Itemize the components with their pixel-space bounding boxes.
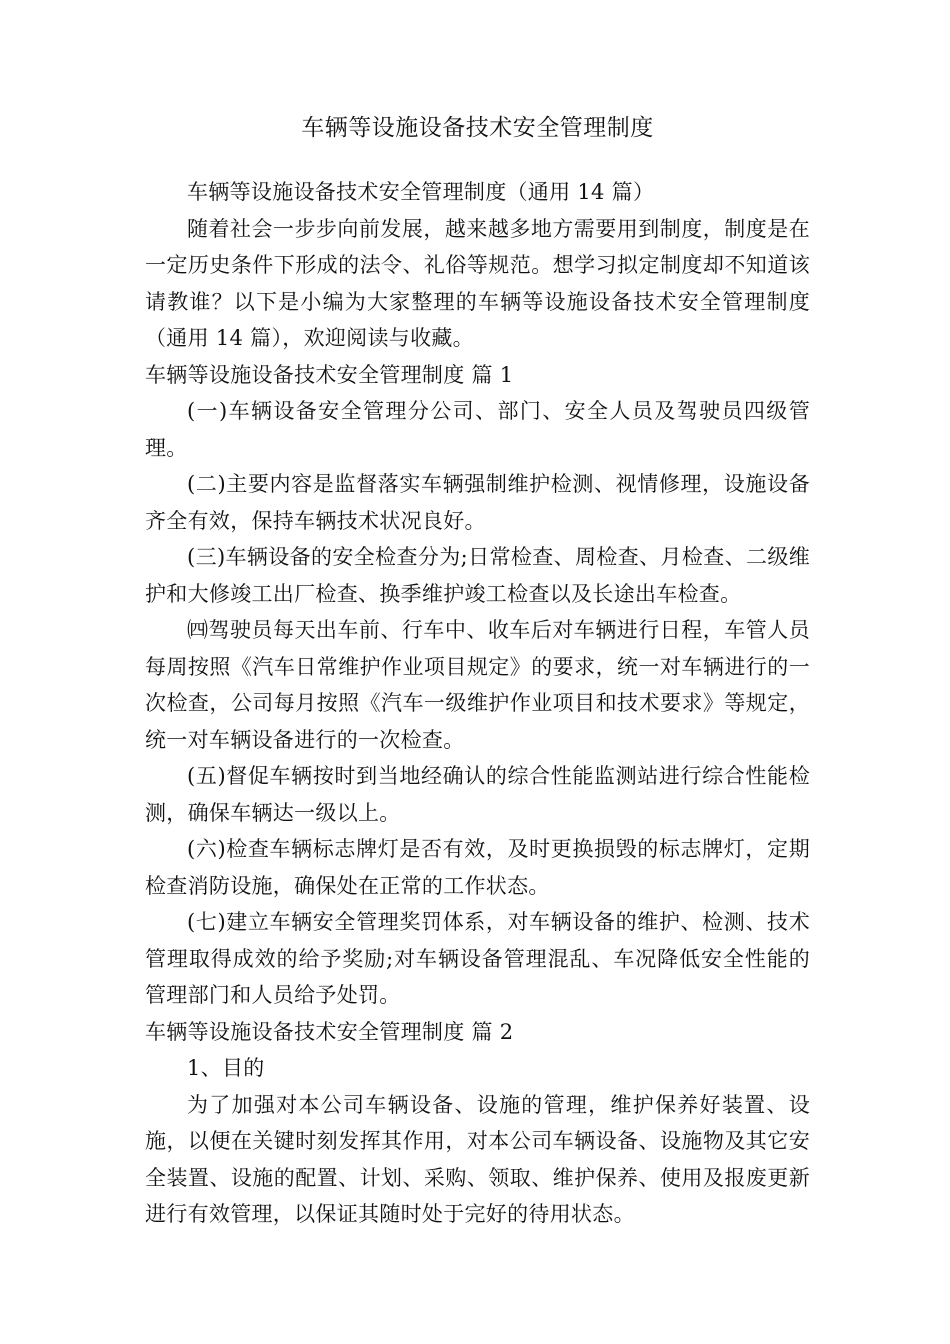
section1-paragraph: (三)车辆设备的安全检查分为;日常检查、周检查、月检查、二级维护和大修竣工出厂检查、换季维护竣工检查以及长途出车检查。 [145, 545, 810, 606]
section1-paragraph: (五)督促车辆按时到当地经确认的综合性能监测站进行综合性能检测，确保车辆达一级以上。 [145, 764, 810, 825]
section-heading-2: 车辆等设施设备技术安全管理制度 篇 2 [145, 1019, 514, 1044]
section1-paragraph: (七)建立车辆安全管理奖罚体系，对车辆设备的维护、检测、技术管理取得成效的给予奖励;对车辆设备管理混乱、车况降低安全性能的管理部门和人员给予处罚。 [145, 910, 810, 1007]
section1-paragraph: (二)主要内容是监督落实车辆强制维护检测、视情修理，设施设备齐全有效，保持车辆技术状况良好。 [145, 472, 810, 533]
section1-paragraph: (一)车辆设备安全管理分公司、部门、安全人员及驾驶员四级管理。 [145, 399, 810, 460]
section1-paragraph: (六)检查车辆标志牌灯是否有效，及时更换损毁的标志牌灯，定期检查消防设施，确保处在正常的工作状态。 [145, 837, 810, 898]
section-heading-1: 车辆等设施设备技术安全管理制度 篇 1 [145, 362, 514, 387]
document-title: 车辆等设施设备技术安全管理制度 [301, 115, 654, 141]
section1-paragraph: ㈣驾驶员每天出车前、行车中、收车后对车辆进行日程，车管人员每周按照《汽车日常维护作业项目规定》的要求，统一对车辆进行的一次检查，公司每月按照《汽车一级维护作业项目和技术要求》等规定，统一对车辆设备进行的一次检查。 [145, 618, 810, 752]
document-subtitle: 车辆等设施设备技术安全管理制度（通用 14 篇） [187, 180, 655, 204]
section2-paragraph: 为了加强对本公司车辆设备、设施的管理，维护保养好装置、设施，以便在关键时刻发挥其作用，对本公司车辆设备、设施物及其它安全装置、设施的配置、计划、采购、领取、维护保养、使用及报废更新进行有效管理，以保证其随时处于完好的待用状态。 [145, 1092, 810, 1226]
section2-paragraph: 1、目的 [187, 1056, 265, 1080]
document-page [145, 110, 810, 1233]
intro-paragraph: 随着社会一步步向前发展，越来越多地方需要用到制度，制度是在一定历史条件下形成的法令、礼俗等规范。想学习拟定制度却不知道该请教谁？以下是小编为大家整理的车辆等设施设备技术安全管理制度（通用 14 篇），欢迎阅读与收藏。 [145, 216, 810, 350]
